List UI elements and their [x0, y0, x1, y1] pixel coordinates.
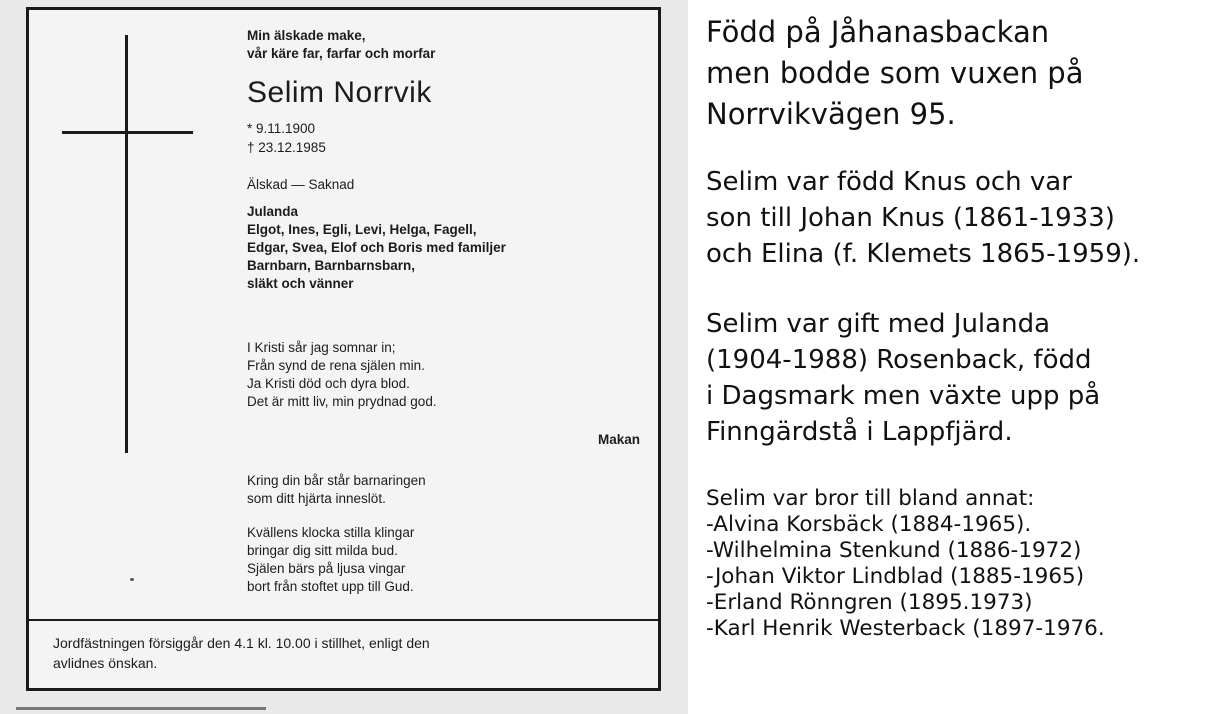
- note-line: i Dagsmark men växte upp på: [706, 381, 1101, 411]
- note-line: Selim var gift med Julanda: [706, 309, 1051, 339]
- divider: [29, 619, 658, 621]
- sibling-item: -Alvina Korsbäck (1884-1965).: [706, 512, 1032, 537]
- mourner-line: släkt och vänner: [247, 276, 354, 291]
- note-line: Finngärdstå i Lappfjärd.: [706, 417, 1013, 447]
- note-line: och Elina (f. Klemets 1865-1959).: [706, 239, 1141, 269]
- siblings-note: [706, 486, 1105, 642]
- mourner-line: Edgar, Svea, Elof och Boris med familjer: [247, 240, 506, 255]
- verse-line: bringar dig sitt milda bud.: [247, 543, 398, 558]
- intro-line: vår käre far, farfar och morfar: [247, 46, 436, 61]
- print-speck: [130, 578, 134, 581]
- verse-line: Kvällens klocka stilla klingar: [247, 525, 415, 540]
- clipping-edge: [16, 707, 266, 710]
- verse-line: Från synd de rena själen min.: [247, 358, 425, 373]
- deceased-name: Selim Norrvik: [247, 76, 432, 109]
- note-line: (1904-1988) Rosenback, född: [706, 345, 1092, 375]
- cross-icon: [125, 35, 128, 453]
- parents-note: [706, 164, 1140, 272]
- mourner-line: Elgot, Ines, Egli, Levi, Helga, Fagell,: [247, 222, 477, 237]
- note-line: Selim var född Knus och var: [706, 167, 1072, 197]
- verse-line: Ja Kristi död och dyra blod.: [247, 376, 410, 391]
- signature: Makan: [597, 432, 640, 447]
- intro-line: Min älskade make,: [247, 28, 366, 43]
- birth-date: * 9.11.1900: [247, 121, 316, 136]
- beloved-line: Älskad — Saknad: [247, 177, 355, 192]
- spouse-note: [706, 306, 1100, 450]
- note-line: men bodde som vuxen på: [706, 56, 1084, 90]
- note-line: Norrvikvägen 95.: [706, 97, 956, 131]
- verse-line: Kring din bår står barnaringen: [247, 473, 426, 488]
- sibling-item: -Karl Henrik Westerback (1897-1976.: [706, 616, 1105, 641]
- note-line: son till Johan Knus (1861-1933): [706, 203, 1115, 233]
- cross-icon-bar: [62, 131, 193, 134]
- death-date: † 23.12.1985: [247, 140, 326, 155]
- birthplace-note: [706, 12, 1083, 135]
- note-line: Född på Jåhanasbackan: [706, 15, 1050, 49]
- siblings-heading: Selim var bror till bland annat:: [706, 486, 1035, 511]
- sibling-item: -Erland Rönngren (1895.1973): [706, 590, 1033, 615]
- verse-line: bort från stoftet upp till Gud.: [247, 579, 414, 594]
- verse-line: I Kristi sår jag somnar in;: [247, 340, 396, 355]
- mourner-line: Barnbarn, Barnbarnsbarn,: [247, 258, 416, 273]
- mourner-line: Julanda: [247, 204, 299, 219]
- obituary-notice: [26, 7, 661, 691]
- verse-line: Själen bärs på ljusa vingar: [247, 561, 406, 576]
- burial-line: avlidnes önskan.: [53, 655, 158, 671]
- verse-line: som ditt hjärta inneslöt.: [247, 491, 386, 506]
- burial-notice: [53, 633, 430, 673]
- sibling-item: -Wilhelmina Stenkund (1886-1972): [706, 538, 1082, 563]
- verse-line: Det är mitt liv, min prydnad god.: [247, 394, 437, 409]
- sibling-item: -Johan Viktor Lindblad (1885-1965): [706, 564, 1085, 589]
- burial-line: Jordfästningen försiggår den 4.1 kl. 10.00 i stillhet, enligt den: [53, 635, 430, 651]
